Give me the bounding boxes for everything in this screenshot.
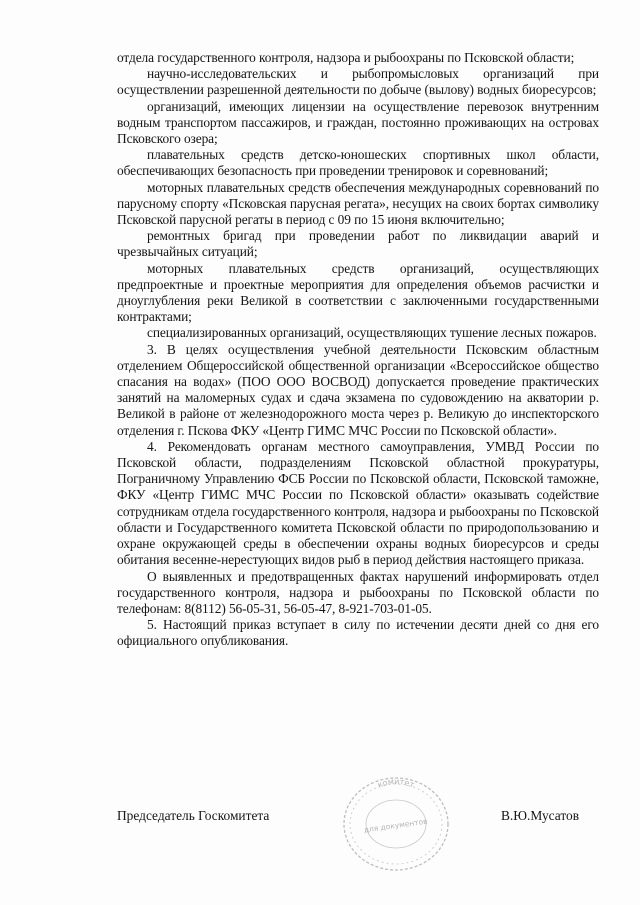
svg-text:комитет — [376, 777, 416, 790]
paragraph: 5. Настоящий приказ вступает в силу по истечении десяти дней со дня его официального опубликования. — [117, 617, 599, 649]
paragraph: 3. В целях осуществления учебной деятельности Псковским областным отделением Общероссийской общественной организации «Всероссийское общество спасания на водах» (ПОО ООО ВОСВОД) допускается проведение практических занятий на маломерных судах и сдача экзамена по судовождению на акватории р. Великой в районе от железнодорожного моста через р. Великую до инспекторского отделения г. Пскова ФКУ «Центр ГИМС МЧС России по Псковской области». — [117, 341, 599, 438]
paragraph: специализированных организаций, осуществляющих тушение лесных пожаров. — [147, 325, 597, 341]
official-stamp — [336, 772, 456, 876]
stamp-top-text: комитет — [376, 776, 416, 790]
paragraph: организаций, имеющих лицензии на осуществление перевозок внутренним водным транспортом пассажиров, и граждан, постоянно проживающих на островах Псковского озера; — [117, 98, 599, 147]
paragraph: 4. Рекомендовать органам местного самоуправления, УМВД России по Псковской области, подразделениям Псковской областной прокуратуры, Пограничному Управлению ФСБ России по Псковской области, Псковской таможне, ФКУ «Центр ГИМС МЧС России по Псковской области» оказывать содействие сотрудникам отдела государственного контроля, надзора и рыбоохраны по Псковской области и Государственного комитета Псковской области по природопользованию и охране окружающей среды в обеспечении охраны водных биоресурсов и среды обитания весенне-нерестующих видов рыб в период действия настоящего приказа. — [117, 438, 599, 568]
paragraph: О выявленных и предотвращенных фактах нарушений информировать отдел государственного контроля, надзора и рыбоохраны по Псковской области по телефонам: 8(8112) 56-05-31, 56-05-47, 8-921-703-01-05. — [117, 568, 599, 616]
stamp-center-text: для документов — [363, 816, 429, 835]
signature-position: Председатель Госкомитета — [117, 808, 270, 823]
paragraph: ремонтных бригад при проведении работ по ликвидации аварий и чрезвычайных ситуаций; — [117, 228, 599, 260]
paragraph: моторных плавательных средств организаций, осуществляющих предпроектные и проектные мероприятия для определения объемов расчистки и дноуглубления реки Великой в соответствии с заключенными государственными контрактами; — [117, 260, 599, 325]
paragraph: плавательных средств детско-юношеских спортивных школ области, обеспечивающих безопасность при проведении тренировок и соревнований; — [117, 147, 599, 179]
paragraph: моторных плавательных средств обеспечения международных соревнований по парусному спорту «Псковская парусная регата», несущих на своих бортах символику Псковской парусной регаты в период с 09 по 15 июня включительно; — [117, 179, 599, 228]
paragraph: отдела государственного контроля, надзора и рыбоохраны по Псковской области; — [117, 50, 575, 65]
document-body — [117, 50, 599, 650]
signature-name: В.Ю.Мусатов — [501, 808, 580, 823]
paragraph: научно-исследовательских и рыбопромысловых организаций при осуществлении разрешенной деятельности по добыче (вылову) водных биоресурсов; — [117, 66, 599, 98]
